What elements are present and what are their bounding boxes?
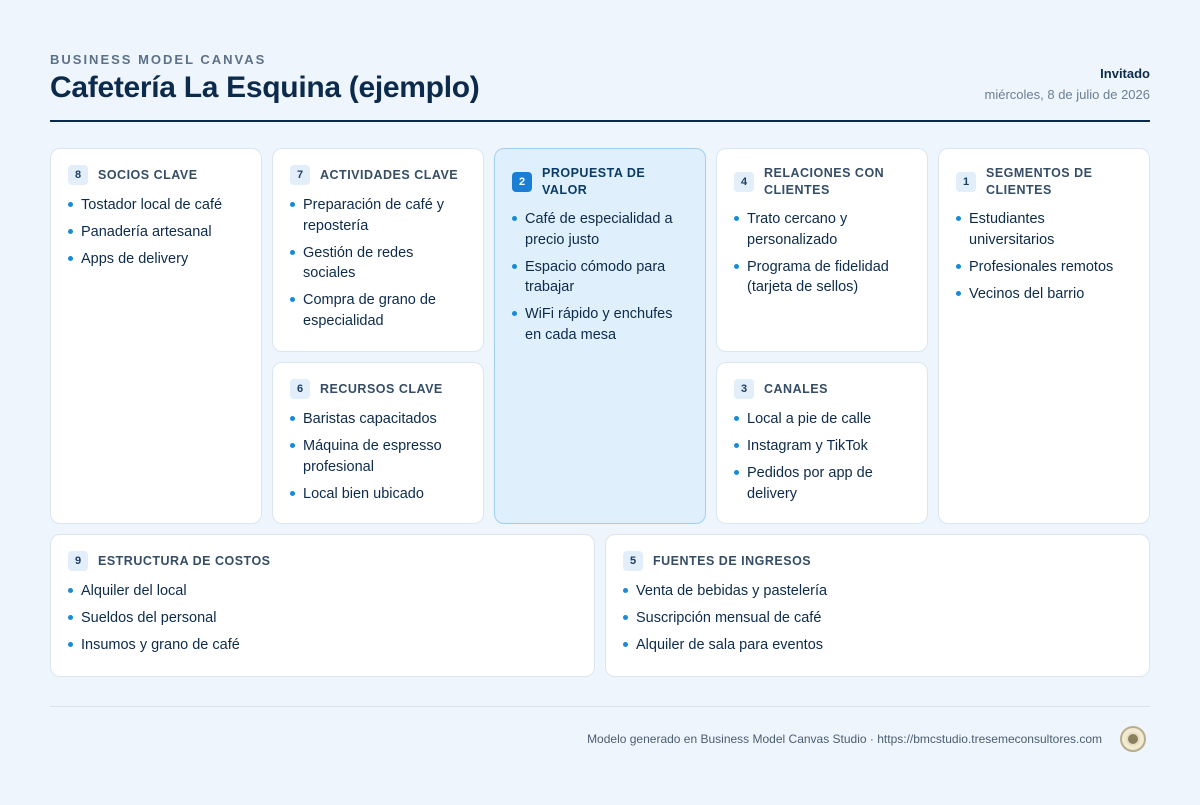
list-item: Café de especialidad a precio justo (512, 209, 689, 250)
block-number-badge: 7 (290, 165, 310, 185)
block-item-list (734, 409, 911, 504)
block-item-list (68, 195, 245, 270)
list-item: Trato cercano y personalizado (734, 209, 911, 250)
block-canales[interactable] (716, 362, 928, 524)
block-propuesta-de-valor[interactable] (494, 148, 706, 524)
list-item: Alquiler de sala para eventos (623, 635, 1133, 656)
list-item: Baristas capacitados (290, 409, 467, 430)
block-item-list (734, 209, 911, 298)
block-title: SOCIOS CLAVE (98, 167, 198, 182)
block-item-list (290, 195, 467, 331)
consultancy-seal-logo-icon (1120, 726, 1146, 752)
list-item: Local bien ubicado (290, 484, 467, 505)
header-meta (985, 66, 1151, 102)
block-recursos-clave[interactable] (272, 362, 484, 524)
page-header (50, 52, 1150, 122)
list-item: Máquina de espresso profesional (290, 436, 467, 477)
block-number-badge: 2 (512, 172, 532, 192)
list-item: Suscripción mensual de café (623, 608, 1133, 629)
list-item: Local a pie de calle (734, 409, 911, 430)
block-title: ESTRUCTURA DE COSTOS (98, 553, 271, 568)
block-number-badge: 3 (734, 379, 754, 399)
block-item-list (512, 209, 689, 345)
block-title: FUENTES DE INGRESOS (653, 553, 812, 568)
page-title: Cafetería La Esquina (ejemplo) (50, 71, 480, 104)
block-relaciones-con-clientes[interactable] (716, 148, 928, 352)
current-date: miércoles, 8 de julio de 2026 (984, 87, 1150, 102)
block-segmentos-de-clientes[interactable] (938, 148, 1150, 524)
block-number-badge: 5 (623, 551, 643, 571)
block-title: PROPUESTA DE VALOR (542, 166, 646, 197)
list-item: Profesionales remotos (956, 257, 1133, 278)
block-socios-clave[interactable] (50, 148, 262, 524)
list-item: Compra de grano de especialidad (290, 290, 467, 331)
block-item-list (623, 581, 1133, 656)
list-item: Programa de fidelidad (tarjeta de sellos) (734, 257, 911, 298)
header-divider (50, 120, 1150, 122)
block-title: CANALES (764, 381, 828, 396)
block-estructura-de-costos[interactable] (50, 534, 595, 677)
list-item: Apps de delivery (68, 249, 245, 270)
page-kicker: BUSINESS MODEL CANVAS (50, 52, 267, 67)
block-number-badge: 6 (290, 379, 310, 399)
block-item-list (956, 209, 1133, 304)
list-item: Insumos y grano de café (68, 635, 578, 656)
block-actividades-clave[interactable] (272, 148, 484, 352)
block-number-badge: 8 (68, 165, 88, 185)
list-item: Gestión de redes sociales (290, 243, 467, 284)
list-item: Vecinos del barrio (956, 284, 1133, 305)
block-item-list (68, 581, 578, 656)
block-title: SEGMENTOS DE CLIENTES (986, 166, 1093, 197)
user-name: Invitado (1100, 66, 1150, 81)
list-item: Tostador local de café (68, 195, 245, 216)
block-item-list (290, 409, 467, 504)
seal-inner (1126, 732, 1140, 746)
footer-credit: Modelo generado en Business Model Canvas Studio · https://bmcstudio.tresemeconsultores.com (587, 732, 1102, 746)
list-item: Estudiantes universitarios (956, 209, 1133, 250)
list-item: Venta de bebidas y pastelería (623, 581, 1133, 602)
list-item: Preparación de café y repostería (290, 195, 467, 236)
block-number-badge: 1 (956, 172, 976, 192)
block-title: ACTIVIDADES CLAVE (320, 167, 459, 182)
list-item: Alquiler del local (68, 581, 578, 602)
list-item: Panadería artesanal (68, 222, 245, 243)
list-item: Espacio cómodo para trabajar (512, 257, 689, 298)
block-title: RECURSOS CLAVE (320, 381, 443, 396)
list-item: WiFi rápido y enchufes en cada mesa (512, 304, 689, 345)
footer-divider (50, 706, 1150, 707)
list-item: Pedidos por app de delivery (734, 463, 911, 504)
block-number-badge: 4 (734, 172, 754, 192)
list-item: Sueldos del personal (68, 608, 578, 629)
block-fuentes-de-ingresos[interactable] (605, 534, 1150, 677)
list-item: Instagram y TikTok (734, 436, 911, 457)
block-number-badge: 9 (68, 551, 88, 571)
block-title: RELACIONES CON CLIENTES (764, 166, 885, 197)
